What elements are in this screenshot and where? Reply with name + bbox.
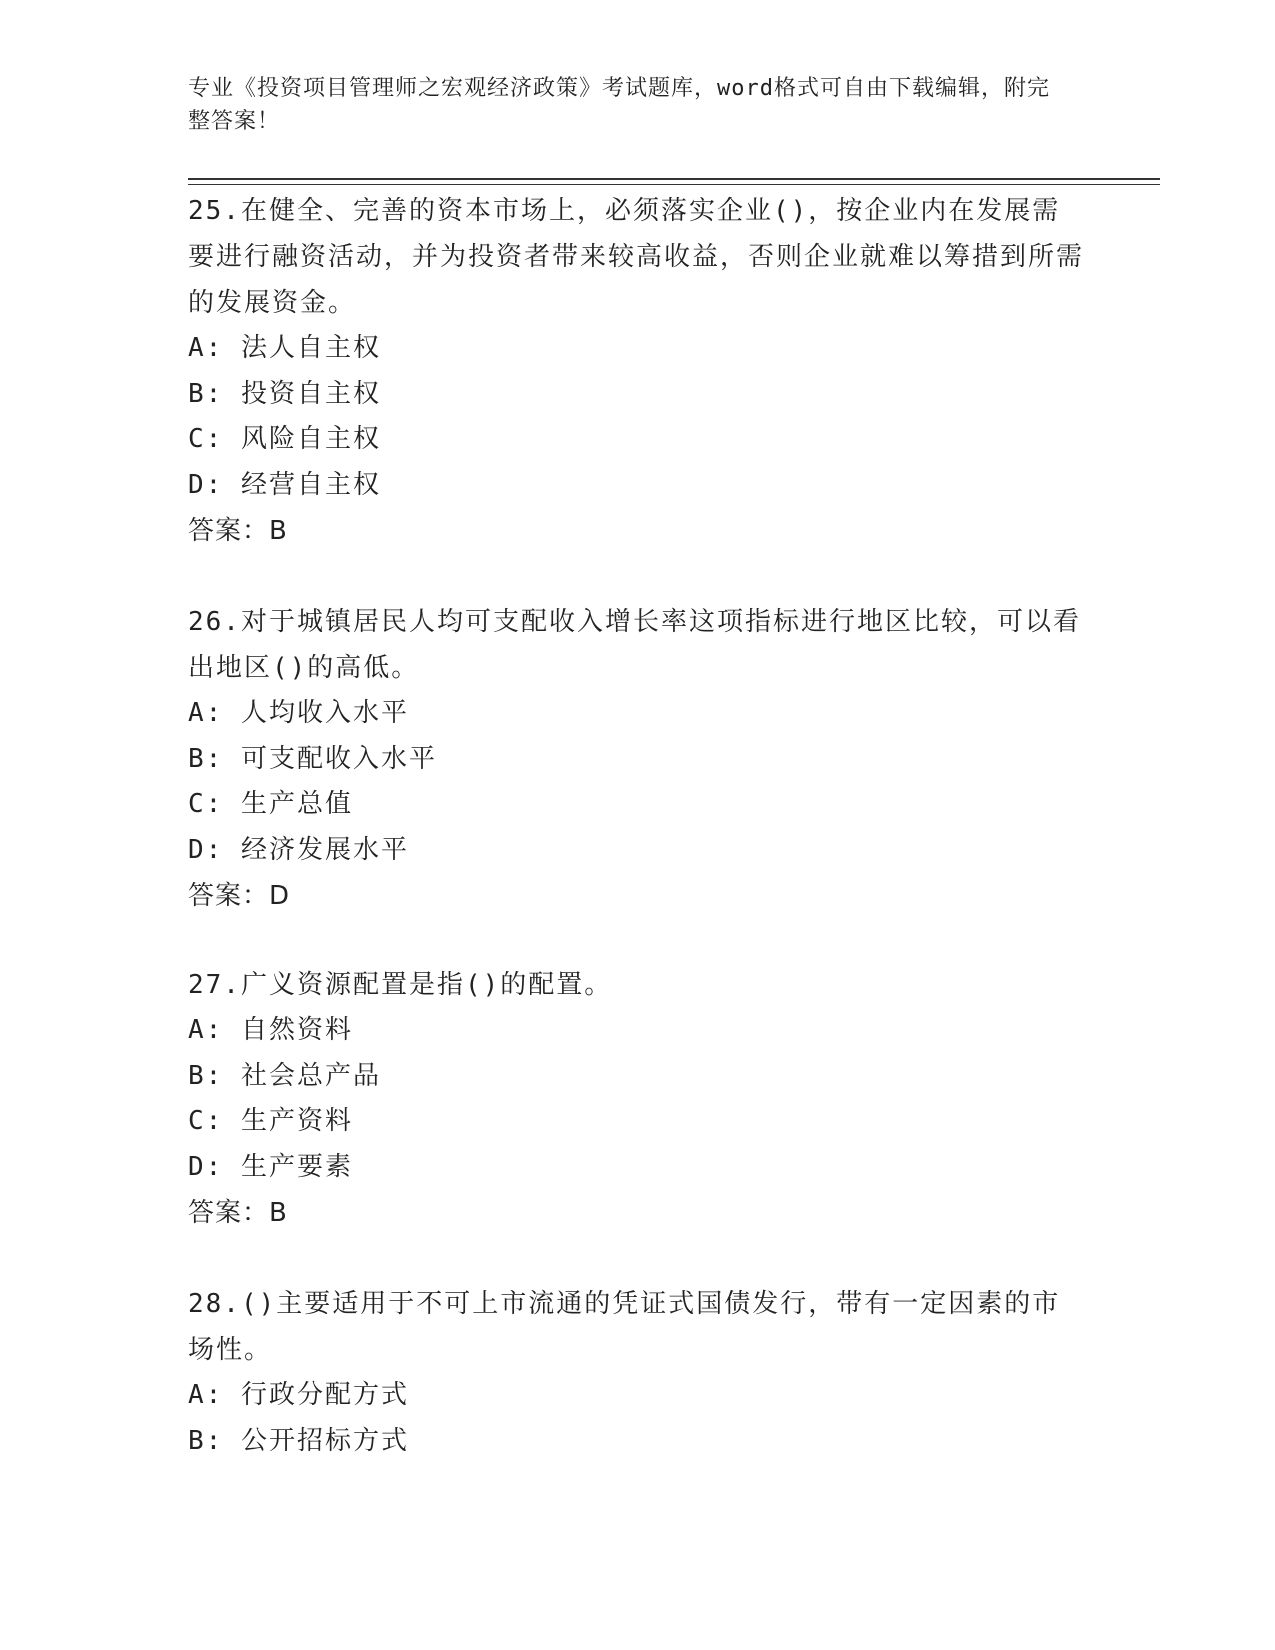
option-b: B: 公开招标方式: [188, 1425, 409, 1456]
option-a: A: 法人自主权: [188, 333, 381, 363]
header-divider: [188, 178, 1160, 185]
option-a: A: 行政分配方式: [188, 1380, 409, 1410]
option-d: D: 生产要素: [188, 1151, 353, 1182]
document-header: 专业《投资项目管理师之宏观经济政策》考试题库，word格式可自由下载编辑，附完整答案！: [188, 76, 1050, 134]
answer: 答案：D: [188, 881, 291, 911]
question-stem: 25.在健全、完善的资本市场上，必须落实企业()，按企业内在发展需要进行融资活动，并为投资者带来较高收益，否则企业就难以筹措到所需的发展资金。: [188, 196, 1085, 318]
answer: 答案：B: [188, 516, 288, 546]
option-b: B: 社会总产品: [188, 1060, 381, 1091]
question-27: [188, 962, 1088, 1236]
question-28: [188, 1281, 1088, 1464]
option-d: D: 经营自主权: [188, 469, 381, 500]
question-stem: 26.对于城镇居民人均可支配收入增长率这项指标进行地区比较，可以看出地区()的高低。: [188, 607, 1081, 683]
option-c: C: 生产资料: [188, 1106, 353, 1136]
option-c: C: 生产总值: [188, 789, 353, 819]
question-stem: 27.广义资源配置是指()的配置。: [188, 970, 613, 1000]
question-25: [188, 188, 1088, 554]
option-b: B: 可支配收入水平: [188, 743, 437, 774]
option-a: A: 自然资料: [188, 1015, 353, 1045]
answer: 答案：B: [188, 1198, 288, 1228]
option-d: D: 经济发展水平: [188, 834, 409, 865]
option-c: C: 风险自主权: [188, 424, 381, 454]
question-26: [188, 599, 1088, 919]
option-b: B: 投资自主权: [188, 378, 381, 409]
option-a: A: 人均收入水平: [188, 698, 409, 728]
question-stem: 28.()主要适用于不可上市流通的凭证式国债发行，带有一定因素的市场性。: [188, 1289, 1061, 1365]
